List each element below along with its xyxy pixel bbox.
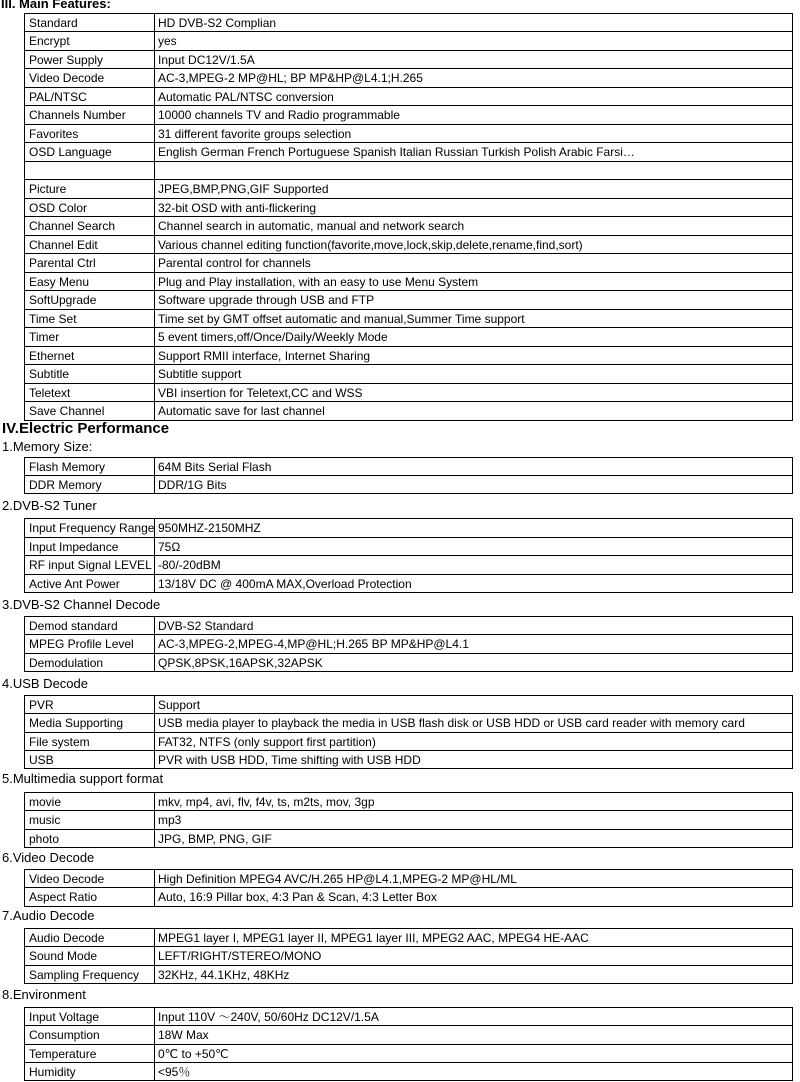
spec-value: LEFT/RIGHT/STEREO/MONO bbox=[158, 949, 322, 963]
spec-value: 75Ω bbox=[158, 539, 181, 554]
spec-value: 32-bit OSD with anti-flickering bbox=[158, 200, 317, 215]
spec-label: OSD Color bbox=[25, 199, 155, 216]
spec-label: Consumption bbox=[25, 1026, 155, 1044]
spec-value: Input 110V ～240V, 50/60Hz DC12V/1.5A bbox=[158, 1009, 379, 1024]
spec-label bbox=[25, 162, 155, 179]
spec-label: PVR bbox=[25, 696, 155, 713]
spec-label: Encrypt bbox=[25, 32, 155, 50]
subsection-title: 1.Memory Size: bbox=[2, 439, 93, 454]
spec-label: Temperature bbox=[25, 1045, 155, 1062]
spec-row bbox=[24, 50, 793, 69]
spec-row bbox=[24, 810, 793, 830]
spec-row bbox=[24, 161, 793, 180]
spec-row bbox=[24, 695, 793, 714]
spec-row bbox=[24, 1062, 793, 1081]
spec-row bbox=[24, 87, 793, 106]
spec-row bbox=[24, 1044, 793, 1063]
spec-label: Parental Ctrl bbox=[25, 254, 155, 272]
spec-label: Humidity bbox=[25, 1063, 155, 1080]
spec-row bbox=[24, 327, 793, 347]
spec-value: MPEG1 layer I, MPEG1 layer II, MPEG1 layer III, MPEG2 AAC, MPEG4 HE-AAC bbox=[158, 930, 589, 945]
spec-label: Sound Mode bbox=[25, 947, 155, 965]
spec-row bbox=[24, 253, 793, 273]
spec-label: Favorites bbox=[25, 125, 155, 142]
spec-value: 31 different favorite groups selection bbox=[158, 126, 352, 141]
spec-row bbox=[24, 364, 793, 384]
spec-value: JPG, BMP, PNG, GIF bbox=[158, 831, 272, 846]
spec-label: Input Impedance bbox=[25, 538, 155, 555]
subsection-title: 6.Video Decode bbox=[2, 850, 95, 865]
spec-label: Aspect Ratio bbox=[25, 888, 155, 906]
spec-row bbox=[24, 457, 793, 476]
subsection-title: 4.USB Decode bbox=[2, 676, 88, 691]
spec-value: Channel search in automatic, manual and network search bbox=[158, 219, 465, 233]
spec-row bbox=[24, 555, 793, 575]
spec-value: FAT32, NTFS (only support first partition) bbox=[158, 734, 376, 749]
spec-value: AC-3,MPEG-2,MPEG-4,MP@HL;H.265 BP MP&HP@L4.1 bbox=[158, 637, 469, 651]
spec-value: Input DC12V/1.5A bbox=[158, 52, 255, 67]
spec-row bbox=[24, 105, 793, 125]
spec-value: Software upgrade through USB and FTP bbox=[158, 293, 375, 307]
spec-label: SoftUpgrade bbox=[25, 291, 155, 309]
spec-label: Demodulation bbox=[25, 654, 155, 671]
spec-label: Demod standard bbox=[25, 617, 155, 634]
spec-value: 10000 channels TV and Radio programmable bbox=[158, 108, 400, 122]
spec-label: movie bbox=[25, 793, 155, 810]
spec-row bbox=[24, 272, 793, 291]
spec-row bbox=[24, 1025, 793, 1045]
spec-label: Power Supply bbox=[25, 51, 155, 68]
spec-label: Standard bbox=[25, 14, 155, 31]
spec-row bbox=[24, 216, 793, 236]
section-title-main-features: III. Main Features: bbox=[1, 0, 111, 11]
subsection-title: 8.Environment bbox=[2, 987, 86, 1002]
spec-value: Parental control for channels bbox=[158, 256, 311, 270]
spec-row bbox=[24, 829, 793, 848]
spec-row bbox=[24, 401, 793, 421]
spec-label: Channel Edit bbox=[25, 236, 155, 253]
spec-value: HD DVB-S2 Complian bbox=[158, 15, 277, 30]
spec-label: Audio Decode bbox=[25, 929, 155, 946]
spec-label: Subtitle bbox=[25, 365, 155, 383]
spec-value: JPEG,BMP,PNG,GIF Supported bbox=[158, 182, 329, 196]
spec-label: Save Channel bbox=[25, 402, 155, 420]
spec-row bbox=[24, 290, 793, 310]
spec-value: Automatic PAL/NTSC conversion bbox=[158, 89, 334, 104]
spec-value: USB media player to playback the media in USB flash disk or USB HDD or USB card reader with memory card bbox=[158, 716, 745, 730]
spec-value: 13/18V DC @ 400mA MAX,Overload Protection bbox=[158, 576, 412, 591]
spec-value: 0℃ to +50℃ bbox=[158, 1046, 229, 1061]
spec-value: PVR with USB HDD, Time shifting with USB HDD bbox=[158, 752, 421, 767]
spec-label: Input Voltage bbox=[25, 1008, 155, 1025]
spec-label: Picture bbox=[25, 180, 155, 198]
subsection-title: 3.DVB-S2 Channel Decode bbox=[2, 597, 161, 612]
spec-value: English German French Portuguese Spanish Italian Russian Turkish Polish Arabic Farsi… bbox=[158, 145, 635, 159]
spec-value: DVB-S2 Standard bbox=[158, 618, 254, 633]
spec-row bbox=[24, 574, 793, 593]
spec-row bbox=[24, 31, 793, 51]
spec-label: RF input Signal LEVEL bbox=[25, 556, 155, 574]
spec-label: Teletext bbox=[25, 384, 155, 401]
spec-value: mp3 bbox=[158, 813, 182, 827]
spec-row bbox=[24, 383, 793, 402]
spec-value: Support bbox=[158, 697, 201, 712]
spec-row bbox=[24, 142, 793, 162]
spec-value: 18W Max bbox=[158, 1028, 209, 1042]
spec-value: QPSK,8PSK,16APSK,32APSK bbox=[158, 655, 323, 670]
spec-label: Channels Number bbox=[25, 106, 155, 124]
spec-label: Video Decode bbox=[25, 870, 155, 887]
spec-label: MPEG Profile Level bbox=[25, 635, 155, 653]
spec-row bbox=[24, 309, 793, 328]
spec-label: Active Ant Power bbox=[25, 575, 155, 592]
spec-row bbox=[24, 235, 793, 254]
spec-value: 950MHZ-2150MHZ bbox=[158, 521, 261, 535]
spec-label: Easy Menu bbox=[25, 273, 155, 290]
spec-row bbox=[24, 946, 793, 966]
spec-value: DDR/1G Bits bbox=[158, 477, 227, 492]
spec-label: Timer bbox=[25, 328, 155, 346]
spec-row bbox=[24, 616, 793, 635]
spec-row bbox=[24, 928, 793, 947]
spec-row bbox=[24, 634, 793, 654]
spec-value: Auto, 16:9 Pillar box, 4:3 Pan & Scan, 4:3 Letter Box bbox=[158, 890, 437, 904]
spec-value: Plug and Play installation, with an easy to use Menu System bbox=[158, 274, 479, 289]
spec-row bbox=[24, 713, 793, 733]
spec-value: mkv, mp4, avi, flv, f4v, ts, m2ts, mov, 3gp bbox=[158, 794, 375, 809]
spec-value: 64M Bits Serial Flash bbox=[158, 459, 272, 474]
spec-row bbox=[24, 124, 793, 143]
spec-label: Time Set bbox=[25, 310, 155, 327]
spec-row bbox=[24, 475, 793, 494]
spec-value: Subtitle support bbox=[158, 367, 242, 381]
section-title-electric-performance: IV.Electric Performance bbox=[2, 420, 170, 437]
spec-label: DDR Memory bbox=[25, 476, 155, 493]
spec-row bbox=[24, 1007, 793, 1026]
spec-row bbox=[24, 732, 793, 751]
spec-row bbox=[24, 869, 793, 888]
spec-row bbox=[24, 537, 793, 556]
spec-label: Channel Search bbox=[25, 217, 155, 235]
subsection-title: 2.DVB-S2 Tuner bbox=[2, 498, 97, 513]
spec-value: 5 event timers,off/Once/Daily/Weekly Mode bbox=[158, 330, 388, 344]
spec-value: Automatic save for last channel bbox=[158, 404, 325, 418]
spec-value: Various channel editing function(favorite,move,lock,skip,delete,rename,find,sort) bbox=[158, 237, 583, 252]
spec-label: PAL/NTSC bbox=[25, 88, 155, 105]
spec-value: 32KHz, 44.1KHz, 48KHz bbox=[158, 967, 290, 982]
spec-row bbox=[24, 965, 793, 984]
subsection-title: 5.Multimedia support format bbox=[2, 771, 164, 786]
spec-label: photo bbox=[25, 830, 155, 847]
spec-label: OSD Language bbox=[25, 143, 155, 161]
spec-value: AC-3,MPEG-2 MP@HL; BP MP&HP@L4.1;H.265 bbox=[158, 71, 423, 85]
spec-label: Media Supporting bbox=[25, 714, 155, 732]
spec-label: Sampling Frequency bbox=[25, 966, 155, 983]
spec-label: Flash Memory bbox=[25, 458, 155, 475]
spec-row bbox=[24, 68, 793, 88]
spec-value bbox=[155, 162, 792, 179]
spec-row bbox=[24, 792, 793, 811]
spec-row bbox=[24, 750, 793, 769]
spec-value: High Definition MPEG4 AVC/H.265 HP@L4.1,MPEG-2 MP@HL/ML bbox=[158, 871, 517, 886]
spec-value: -80/-20dBM bbox=[158, 558, 221, 572]
spec-label: USB bbox=[25, 751, 155, 768]
spec-row bbox=[24, 887, 793, 907]
spec-row bbox=[24, 198, 793, 217]
subsection-title: 7.Audio Decode bbox=[2, 908, 95, 923]
spec-label: Video Decode bbox=[25, 69, 155, 87]
spec-label: music bbox=[25, 811, 155, 829]
spec-value: <95％ bbox=[158, 1064, 191, 1079]
spec-label: File system bbox=[25, 733, 155, 750]
spec-value: VBI insertion for Teletext,CC and WSS bbox=[158, 385, 363, 400]
spec-value: Support RMII interface, Internet Sharing bbox=[158, 348, 371, 363]
spec-value: Time set by GMT offset automatic and manual,Summer Time support bbox=[158, 311, 525, 326]
spec-row bbox=[24, 518, 793, 538]
spec-row bbox=[24, 346, 793, 365]
spec-label: Input Frequency Range bbox=[25, 519, 155, 537]
spec-label: Ethernet bbox=[25, 347, 155, 364]
spec-row bbox=[24, 13, 793, 32]
spec-row bbox=[24, 179, 793, 199]
spec-value: yes bbox=[158, 34, 177, 48]
spec-row bbox=[24, 653, 793, 672]
